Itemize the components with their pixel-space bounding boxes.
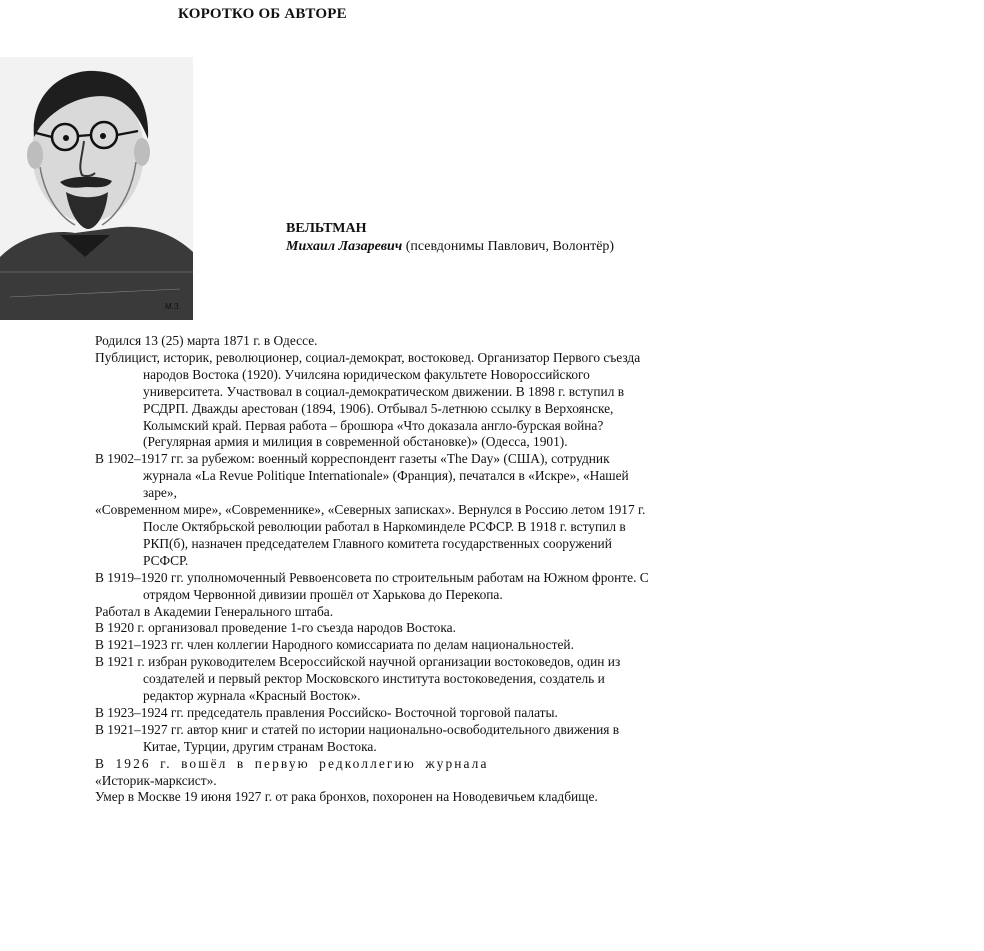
bio-paragraph: Родился 13 (25) марта 1871 г. в Одессе. [95,333,318,348]
bio-paragraph: Работал в Академии Генерального штаба. [95,603,334,619]
bio-paragraph: «Историк-марксист». [95,772,217,788]
bio-paragraph: В 1921 г. избран руководителем Всероссийской научной организации востоковедов, один из создателей и первый ректор Московского института востоковедения, создатель и редактор журнала «Красный Восток». [95,654,621,704]
bio-paragraph: В 1923–1924 гг. председатель правления Российско- Восточной торговой палаты. [95,704,558,720]
bio-paragraph: В 1926 г. вошёл в первую редколлегию журнала [95,755,489,771]
bio-paragraph: В 1902–1917 гг. за рубежом: военный корреспондент газеты «The Day» (США), сотрудник журнала «La Revue Politique Internationale» (Франция), печатался в «Искре», «Нашей заре», [95,451,629,501]
portrait-signature: М.З. [165,302,181,311]
bio-paragraph: В 1921–1927 гг. автор книг и статей по истории национально-освободительного движения в Китае, Турции, другим странам Востока. [95,721,620,754]
author-portrait [0,57,193,320]
bio-paragraph: «Современном мире», «Современнике», «Северных записках». Вернулся в Россию летом 1917 г. После Октябрьской революции работал в Наркоминделе РСФСР. В 1918 г. вступил в РКП(б), назначен председателем Главного комитета государственных сооружений РСФСР. [95,502,646,568]
bio-paragraph: В 1921–1923 гг. член коллегии Народного комиссариата по делам национальностей. [95,637,574,653]
bio-paragraph: В 1920 г. организовал проведение 1-го съезда народов Востока. [95,620,456,636]
author-name-block [286,220,616,256]
author-pseudonyms: (псевдонимы Павлович, Волонтёр) [402,239,615,254]
page-title: КОРОТКО ОБ АВТОРЕ [178,6,347,22]
author-surname: ВЕЛЬТМАН [286,221,367,236]
bio-paragraph: Публицист, историк, революционер, социал-демократ, востоковед. Организатор Первого съезда народов Востока (1920). Училсяна юридическом факультете Новороссийского университета. Участвовал в социал-демократическом движении. В 1898 г. вступил в РСДРП. Дважды арестован (1894, 1906). Отбывал 5-летнюю ссылку в Верхоянске, Колымский край. Первая работа – брошюра «Что доказала англо-бурская война? (Регулярная армия и милиция в современной обстановке)» (Одесса, 1901). [95,349,641,450]
bio-paragraph: Умер в Москве 19 июня 1927 г. от рака бронхов, похоронен на Новодевичьем кладбище. [95,789,598,805]
biography [95,333,655,806]
bio-paragraph: В 1919–1920 гг. уполномоченный Реввоенсовета по строительным работам на Южном фронте. С отрядом Червонной дивизии прошёл от Харькова до Перекопа. [95,569,649,602]
author-given-name: Михаил Лазаревич [286,239,403,254]
